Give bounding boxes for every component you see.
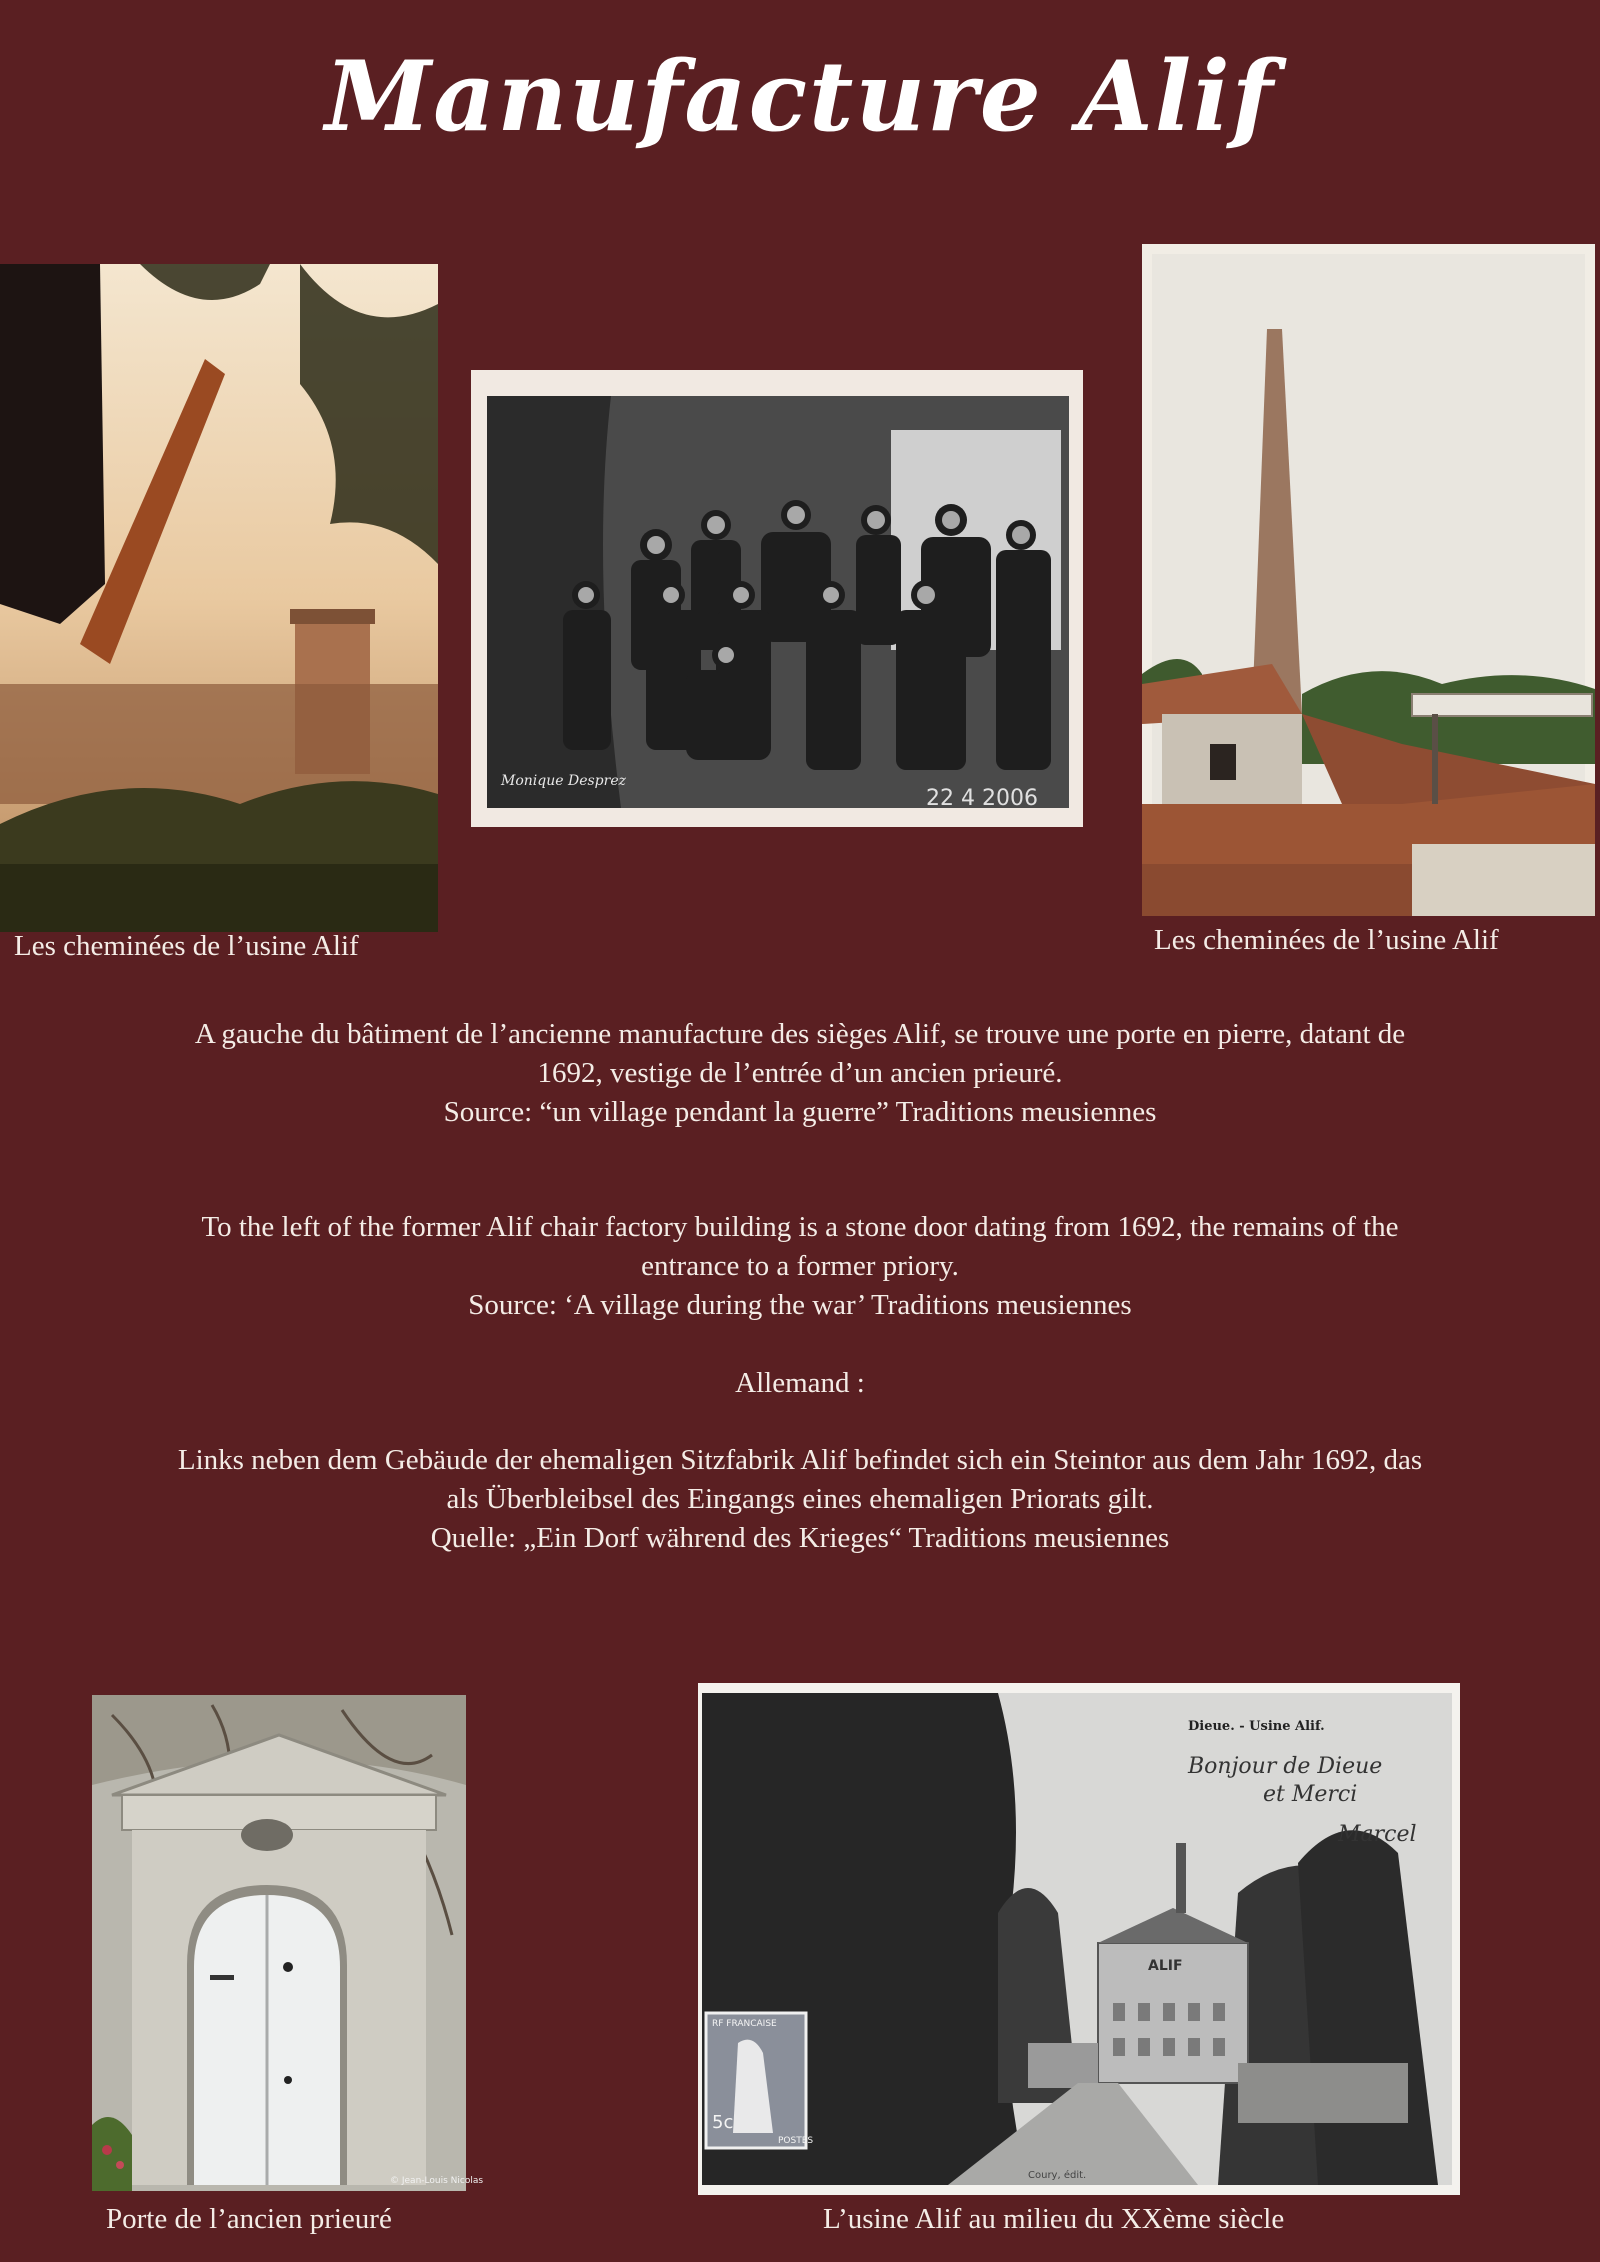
- sepia-chimney-photo-icon: [0, 264, 438, 932]
- page-title: Manufacture Alif: [325, 40, 1275, 153]
- postcard-photo-icon: [698, 1683, 1460, 2195]
- english-line-1: To the left of the former Alif chair factory building is a stone door dating from 1692, the remains of the: [201, 1211, 1399, 1243]
- priory-door-photo: [92, 1695, 484, 2191]
- postcard-handwriting-2: et Merci: [1263, 1782, 1358, 1807]
- postcard-photo: [698, 1683, 1460, 2195]
- soldiers-date-stamp: 22 4 2006: [926, 786, 1038, 811]
- chimney-left-caption: Les cheminées de l’usine Alif: [14, 930, 359, 962]
- chimney-left-photo: [0, 264, 438, 932]
- postcard-publisher: Coury, édit.: [1028, 2170, 1087, 2181]
- postcard-signature: Marcel: [1338, 1822, 1417, 1847]
- german-paragraph: [80, 1441, 1520, 1558]
- german-line-1: Links neben dem Gebäude der ehemaligen Sitzfabrik Alif befindet sich ein Steintor aus dem Jahr 1692, das: [177, 1444, 1423, 1476]
- priory-door-caption: Porte de l’ancien prieuré: [106, 2203, 392, 2235]
- stone-door-photo-icon: [92, 1695, 484, 2191]
- german-line-2: als Überbleibsel des Eingangs eines ehemaligen Priorats gilt.: [446, 1483, 1154, 1515]
- french-line-3: Source: “un village pendant la guerre” Traditions meusiennes: [443, 1096, 1157, 1128]
- chimney-right-photo: [1142, 244, 1595, 916]
- french-line-2: 1692, vestige de l’entrée d’un ancien prieuré.: [537, 1057, 1063, 1089]
- english-line-3: Source: ‘A village during the war’ Traditions meusiennes: [468, 1289, 1132, 1321]
- postcard-stamp-country: RF FRANCAISE: [712, 2019, 777, 2029]
- group-portrait-photo-icon: [471, 370, 1083, 827]
- french-paragraph: [80, 1015, 1520, 1132]
- postcard-printed-title: Dieue. - Usine Alif.: [1188, 1719, 1325, 1734]
- postcard-caption: L’usine Alif au milieu du XXème siècle: [823, 2203, 1285, 2235]
- french-line-1: A gauche du bâtiment de l’ancienne manufacture des sièges Alif, se trouve une porte en pierre, datant de: [194, 1018, 1406, 1050]
- postcard-sign: ALIF: [1148, 1958, 1183, 1974]
- german-line-3: Quelle: „Ein Dorf während des Krieges“ Traditions meusiennes: [430, 1522, 1170, 1554]
- english-paragraph: [80, 1208, 1520, 1325]
- chimney-right-caption: Les cheminées de l’usine Alif: [1154, 924, 1499, 956]
- soldiers-inscription: Monique Desprez: [501, 773, 626, 789]
- german-heading: Allemand :: [735, 1367, 865, 1399]
- priory-door-credit: © Jean-Louis Nicolas: [390, 2176, 484, 2186]
- postcard-stamp-label: POSTES: [778, 2136, 814, 2146]
- postcard-handwriting-1: Bonjour de Dieue: [1188, 1754, 1383, 1779]
- english-line-2: entrance to a former priory.: [641, 1250, 959, 1282]
- chimney-rooftops-photo-icon: [1142, 244, 1595, 916]
- postcard-stamp-value: 5c: [712, 2112, 734, 2133]
- soldiers-photo: [471, 370, 1083, 827]
